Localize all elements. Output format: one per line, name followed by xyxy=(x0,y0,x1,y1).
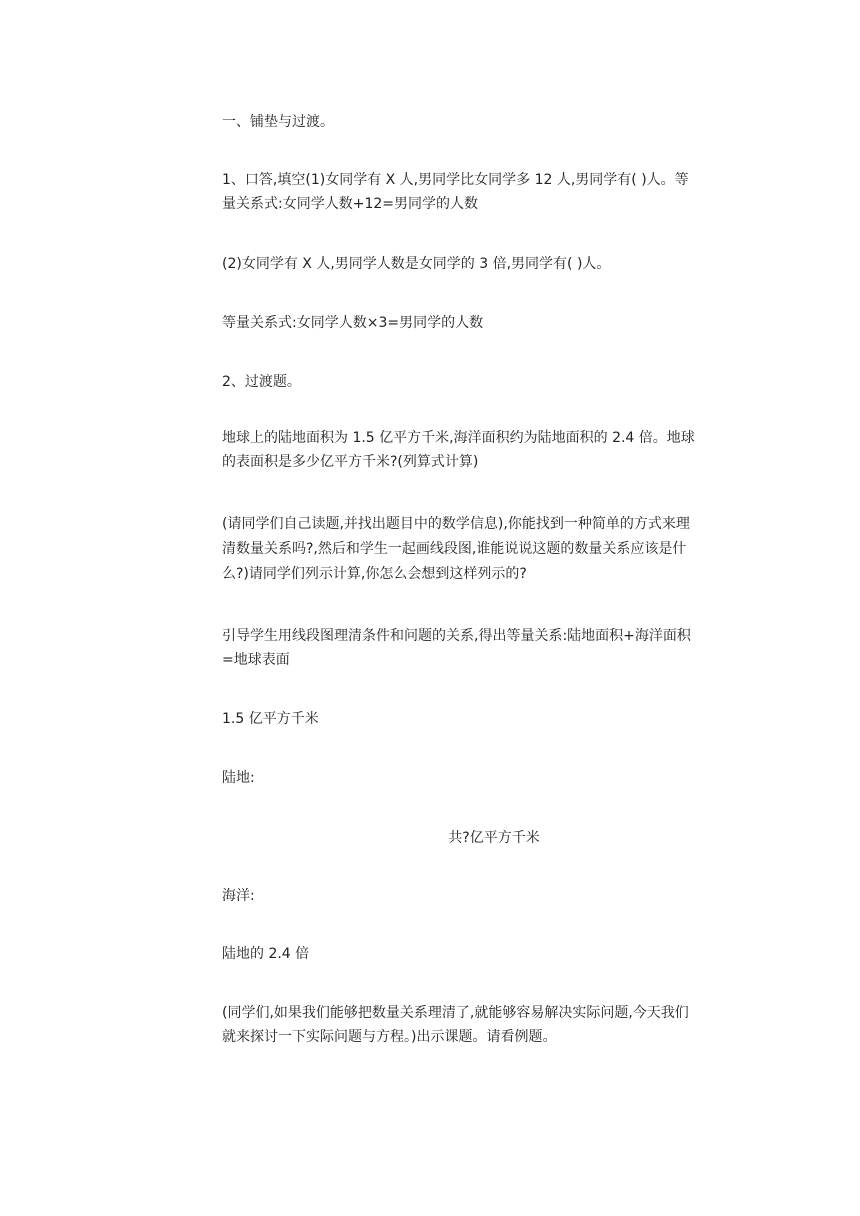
closing-line-2: 就来探讨一下实际问题与方程。)出示课题。请看例题。 xyxy=(222,1029,557,1045)
closing-line-1: (同学们,如果我们能够把数量关系理清了,就能够容易解决实际问题,今天我们 xyxy=(222,1005,689,1021)
diagram-land-value: 1.5 亿平方千米 xyxy=(222,711,319,727)
question-2-prompt-line-3: 么?)请同学们列示计算,你怎么会想到这样列示的? xyxy=(222,566,527,582)
question-1-line-1: 1、口答,填空(1)女同学有 X 人,男同学比女同学多 12 人,男同学有( )人。等 xyxy=(222,172,689,188)
diagram-land-label: 陆地: xyxy=(222,770,255,786)
guide-line-2: =地球表面 xyxy=(222,652,290,668)
question-2-problem-line-1: 地球上的陆地面积为 1.5 亿平方千米,海洋面积约为陆地面积的 2.4 倍。地球 xyxy=(222,430,695,446)
question-2-prompt-line-1: (请同学们自己读题,并找出题目中的数学信息),你能找到一种简单的方式来理 xyxy=(222,516,690,532)
question-2-problem-line-2: 的表面积是多少亿平方千米?(列算式计算) xyxy=(222,454,479,470)
question-1-relation-2: 等量关系式:女同学人数×3=男同学的人数 xyxy=(222,315,484,331)
question-2-title: 2、过渡题。 xyxy=(222,374,301,390)
diagram-total-label: 共?亿平方千米 xyxy=(448,830,540,846)
guide-line-1: 引导学生用线段图理清条件和问题的关系,得出等量关系:陆地面积+海洋面积 xyxy=(222,628,691,644)
question-1-part-2: (2)女同学有 X 人,男同学人数是女同学的 3 倍,男同学有( )人。 xyxy=(222,256,611,272)
question-2-prompt-line-2: 清数量关系吗?,然后和学生一起画线段图,谁能说说这题的数量关系应该是什 xyxy=(222,541,687,557)
section-title: 一、铺垫与过渡。 xyxy=(222,114,334,130)
diagram-ocean-value: 陆地的 2.4 倍 xyxy=(222,946,310,962)
question-1-line-2: 量关系式:女同学人数+12=男同学的人数 xyxy=(222,196,478,212)
diagram-ocean-label: 海洋: xyxy=(222,888,255,904)
